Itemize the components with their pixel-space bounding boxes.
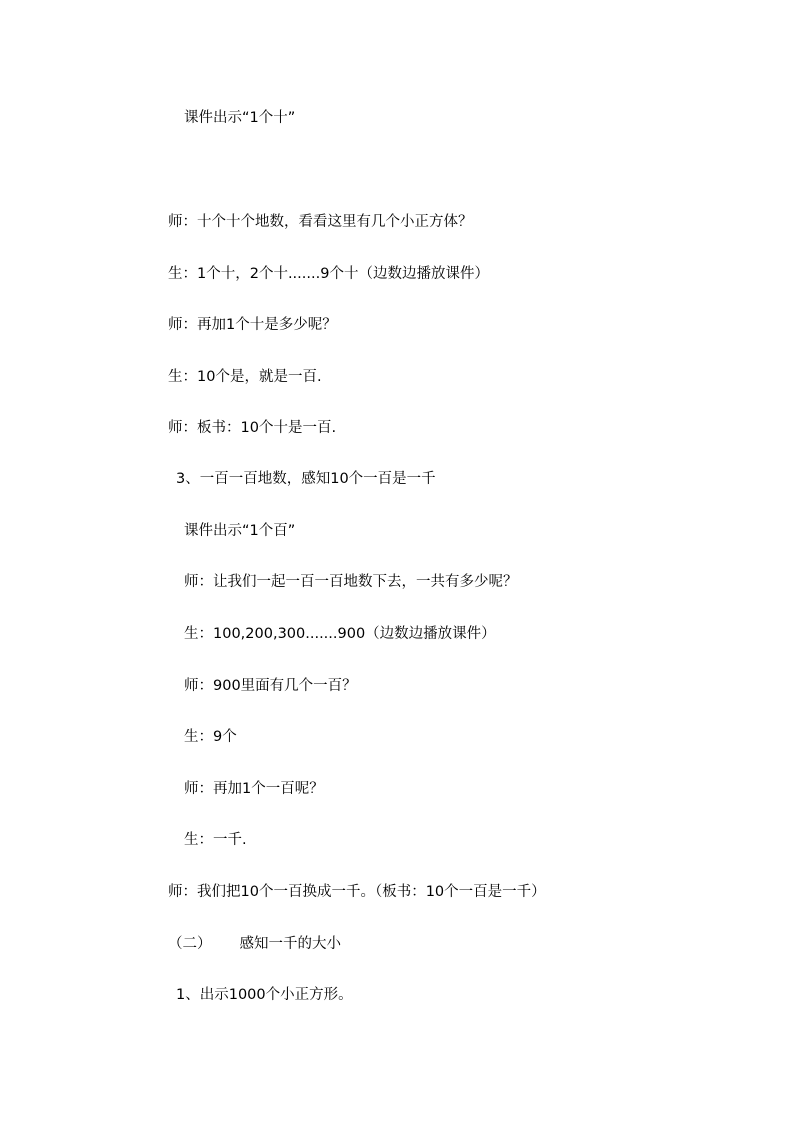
paragraph-courseware-one-hundred: 课件出示“1个百” — [184, 523, 296, 539]
section-heading-number: （二） — [168, 936, 212, 952]
paragraph-step-three: 3、一百一百地数，感知10个一百是一千 — [176, 471, 436, 487]
paragraph-teacher-count-tens: 师：十个十个地数，看看这里有几个小正方体？ — [168, 214, 473, 230]
paragraph-teacher-board-thousand: 师：我们把10个一百换成一千。（板书：10个一百是一千） — [168, 884, 546, 900]
paragraph-teacher-count-hundreds: 师：让我们一起一百一百地数下去，一共有多少呢？ — [184, 574, 518, 590]
section-heading — [168, 934, 341, 954]
paragraph-student-thousand: 生：一千. — [184, 832, 247, 848]
paragraph-student-hundred: 生：10个是，就是一百. — [168, 369, 322, 385]
paragraph-teacher-900: 师：900里面有几个一百？ — [184, 678, 357, 694]
paragraph-student-nine: 生：9个 — [184, 729, 237, 745]
paragraph-teacher-board-hundred: 师：板书：10个十是一百. — [168, 420, 337, 436]
paragraph-teacher-add-ten: 师：再加1个十是多少呢？ — [168, 317, 337, 333]
paragraph-teacher-add-hundred: 师：再加1个一百呢？ — [184, 781, 324, 797]
section-heading-title: 感知一千的大小 — [239, 936, 341, 952]
paragraph-student-hundreds: 生：100,200,300.......900（边数边播放课件） — [184, 626, 496, 642]
paragraph-courseware-one-ten: 课件出示“1个十” — [184, 110, 296, 126]
paragraph-show-1000-squares: 1、出示1000个小正方形。 — [176, 987, 353, 1003]
paragraph-student-tens: 生：1个十，2个十.......9个十（边数边播放课件） — [168, 266, 489, 282]
